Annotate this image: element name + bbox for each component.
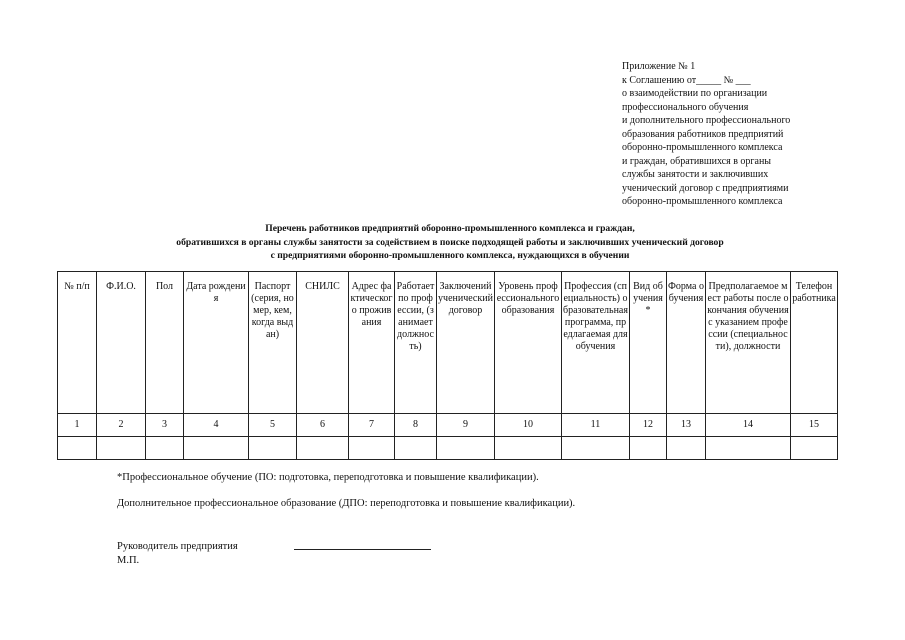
header-cell: Пол [146,272,184,414]
column-number: 13 [667,414,706,437]
appendix-line: Приложение № 1 [622,61,696,72]
header-cell: № п/п [58,272,97,414]
empty-cell [630,437,667,460]
footnote-po: *Профессиональное обучение (ПО: подготовка, переподготовка и повышение квалификации). [117,472,539,483]
column-number: 7 [349,414,395,437]
signature-head-label: Руководитель предприятия [117,541,238,552]
header-cell: Телефон работника [791,272,838,414]
empty-cell [791,437,838,460]
title-line: обратившихся в органы службы занятости за содействием в поиске подходящей работы и заключивших ученический договор [176,236,724,248]
appendix-line: и граждан, обратившихся в органы [622,155,772,167]
header-cell: Предполагаемое мест работы после окончания обучения с указанием профессии (специальности), должности [706,272,791,414]
empty-cell [297,437,349,460]
appendix-line: о взаимодействии по организации [622,88,768,99]
signature-line [294,549,431,550]
appendix-line: образования работников предприятий [622,128,784,140]
column-number: 9 [437,414,495,437]
header-cell: Ф.И.О. [97,272,146,414]
header-cell: Работает по профессии, (занимает должность) [395,272,437,414]
column-number: 11 [562,414,630,437]
column-number: 15 [791,414,838,437]
empty-cell [437,437,495,460]
column-number: 5 [249,414,297,437]
empty-cell [706,437,791,460]
header-cell: Профессия (специальность) образовательная программа, предлагаемая для обучения [562,272,630,414]
column-number: 2 [97,414,146,437]
empty-cell [495,437,562,460]
column-number: 10 [495,414,562,437]
header-cell: Заключений ученический договор [437,272,495,414]
empty-cell [146,437,184,460]
header-cell: Дата рождения [184,272,249,414]
signature-block [117,540,238,568]
appendix-line: ученический договор с предприятиями [622,182,789,194]
appendix-line: оборонно-промышленного комплекса [622,196,783,207]
empty-cell [249,437,297,460]
appendix-line: к Соглашению от_____ № ___ [622,74,751,86]
empty-cell [58,437,97,460]
column-number: 6 [297,414,349,437]
column-number: 12 [630,414,667,437]
column-number-row [58,414,838,437]
appendix-block [622,60,882,209]
appendix-line: профессионального обучения [622,101,749,113]
empty-data-row [58,437,838,460]
header-cell: СНИЛС [297,272,349,414]
column-number: 1 [58,414,97,437]
title-line: Перечень работников предприятий оборонно-промышленного комплекса и граждан, [265,223,635,234]
empty-cell [97,437,146,460]
appendix-line: и дополнительного профессионального [622,115,791,126]
empty-cell [395,437,437,460]
document-title [90,222,810,263]
footnote-dpo: Дополнительное профессиональное образование (ДПО: переподготовка и повышение квалификации). [117,498,576,509]
header-cell: Уровень профессионального образования [495,272,562,414]
appendix-line: оборонно-промышленного комплекса [622,142,783,153]
workers-table [57,271,838,460]
empty-cell [562,437,630,460]
header-cell: Форма обучения [667,272,706,414]
column-number: 8 [395,414,437,437]
column-number: 3 [146,414,184,437]
stamp-label: М.П. [117,555,140,566]
empty-cell [349,437,395,460]
empty-cell [667,437,706,460]
title-line: с предприятиями оборонно-промышленного комплекса, нуждающихся в обучении [270,250,630,261]
header-row [58,272,838,414]
header-cell: Вид обучения* [630,272,667,414]
empty-cell [184,437,249,460]
column-number: 4 [184,414,249,437]
column-number: 14 [706,414,791,437]
appendix-line: службы занятости и заключивших [622,169,769,180]
header-cell: Паспорт (серия, номер, кем, когда выдан) [249,272,297,414]
header-cell: Адрес фактического проживания [349,272,395,414]
